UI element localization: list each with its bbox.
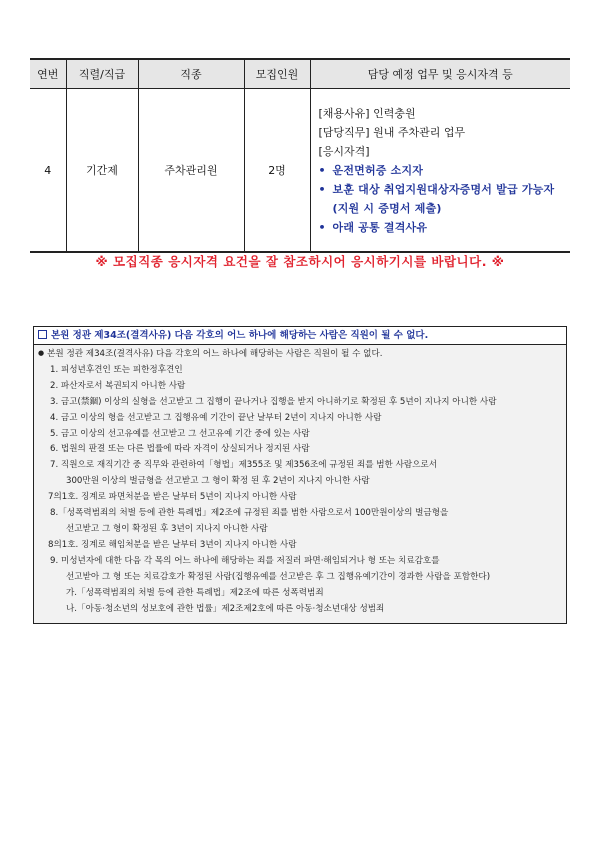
cell-no: 4 [30,89,66,253]
list-item: 1. 피성년후견인 또는 피한정후견인 [50,364,183,375]
list-item: 3. 금고(禁錮) 이상의 실형을 선고받고 그 집행이 끝나거나 집행을 받지 아니하기로 확정된 후 5년이 지나지 아니한 사람 [50,396,497,407]
list-item: 8의1호. 징계로 해임처분을 받은 날부터 3년이 지나지 아니한 사람 [48,539,297,550]
application-notice: ※ 모집직종 응시자격 요건을 잘 참조하시어 응시하기시를 바랍니다. ※ [95,254,505,269]
disqualification-list [34,345,566,617]
qualification-item: • 보훈 대상 취업지원대상자증명서 발급 가능자 [319,180,565,199]
disqualification-heading: 본원 정관 제34조(결격사유) 다음 각호의 어느 하나에 해당하는 사람은 직원이 될 수 없다. [34,327,566,345]
list-item: 5. 금고 이상의 선고유예를 선고받고 그 선고유예 기간 중에 있는 사람 [50,428,310,439]
cell-duty [310,89,570,253]
list-item: 7의1호. 징계로 파면처분을 받은 날부터 5년이 지나지 아니한 사람 [48,492,297,503]
list-item-continued: 선고받고 그 형이 확정된 후 3년이 지나지 아니한 사람 [66,523,268,534]
table-row [30,89,570,253]
list-item: 6. 법원의 판결 또는 다른 법률에 따라 자격이 상실되거나 정지된 사람 [50,444,310,455]
qualification-note: (지원 시 증명서 제출) [332,201,442,215]
header-job: 직종 [138,59,244,89]
list-item: 7. 직원으로 재직기간 중 직무와 관련하여「형법」제355조 및 제356조에 규정된 죄를 범한 사람으로서 [50,460,438,471]
disqualification-intro: ● 본원 정관 제34조(결격사유) 다음 각호의 어느 하나에 해당하는 사람은 직원이 될 수 없다. [38,347,562,363]
cell-job: 주차관리원 [138,89,244,253]
duty-qualification-title: [응시자격] [318,144,370,158]
list-item: 4. 금고 이상의 형을 선고받고 그 집행유예 기간이 끝난 날부터 2년이 지나지 아니한 사람 [50,412,382,423]
list-item: 9. 미성년자에 대한 다음 각 목의 어느 하나에 해당하는 죄를 저질러 파면·해임되거나 형 또는 치료감호를 [50,555,440,566]
qualification-item: • 아래 공통 결격사유 [319,218,565,237]
bullet-icon: • [318,220,326,234]
bullet-icon: • [318,182,326,196]
recruitment-table [30,58,570,253]
list-item-continued: 300만원 이상의 벌금형을 선고받고 그 형이 확정 된 후 2년이 지나지 아니한 사람 [66,476,370,487]
cell-rank: 기간제 [66,89,138,253]
list-subitem: 나.「아동·청소년의 성보호에 관한 법률」제2조제2호에 따른 아동·청소년대상 성범죄 [66,603,385,614]
qualification-item: • 운전면허증 소지자 [319,161,565,180]
list-subitem: 가.「성폭력범죄의 처벌 등에 관한 특례법」제2조에 따른 성폭력범죄 [66,587,324,598]
header-no: 연번 [30,59,66,89]
header-duty: 담당 예정 업무 및 응시자격 등 [310,59,570,89]
cell-count: 2명 [244,89,310,253]
bullet-icon: • [318,163,326,177]
duty-reason: [채용사유] 인력충원 [318,106,416,120]
list-item-continued: 선고받아 그 형 또는 치료감호가 확정된 사람(집행유예를 선고받은 후 그 집행유예기간이 경과한 사람을 포함한다) [66,571,491,582]
table-header-row [30,59,570,89]
disqualification-box [33,326,567,624]
duty-task: [담당직무] 원내 주차관리 업무 [318,125,466,139]
checkbox-square-icon [38,330,47,339]
header-count: 모집인원 [244,59,310,89]
list-item: 8.「성폭력범죄의 처벌 등에 관한 특례법」제2조에 규정된 죄를 범한 사람으로서 100만원이상의 벌금형을 [50,508,449,519]
header-rank: 직렬/직급 [66,59,138,89]
list-item: 2. 파산자로서 복권되지 아니한 사람 [50,380,186,391]
